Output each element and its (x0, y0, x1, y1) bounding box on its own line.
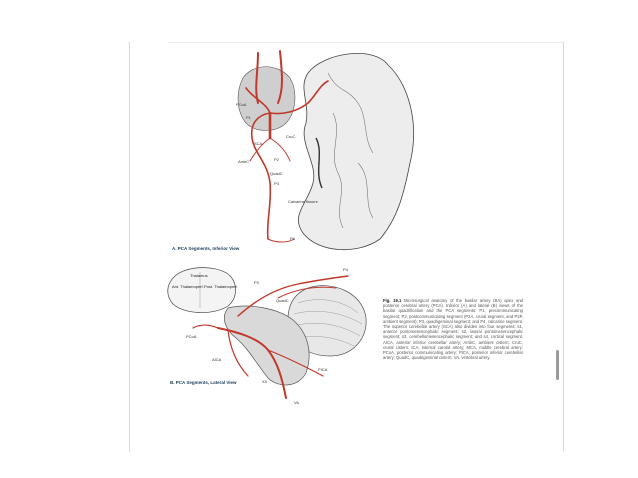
label-crural: CruC (286, 134, 296, 139)
scrollbar-thumb[interactable] (556, 350, 559, 380)
document-page (130, 43, 556, 452)
label-thalamus: Thalamus (190, 273, 208, 278)
label-calcarine: Calcarine fissure (288, 199, 318, 204)
label-p4-b: P4 (343, 267, 348, 272)
label-va: VA (294, 400, 300, 405)
figure-caption (383, 298, 523, 360)
label-quad-b: QuadC (276, 298, 289, 303)
label-pica: PICA (318, 367, 328, 372)
figure-a-illustration (158, 43, 458, 258)
label-p3-b: P3 (254, 280, 259, 285)
caption-text: Microsurgical anatomy of the basilar artery (BA) apex and posterior cerebral artery (PCA). Inferior (A) and lateral (B) views of the basilar quadrification and the PCA segments: P1, precommunicating segment; P2, postcommunicating segment (P2A, crural segment, and P2P, ambient segment); P3, quadrigeminal segment; and P4, calcarine segment. The superior cerebellar artery (SCA) also divides into four segments: s1, anterior pontomesencephalic segment; s2, lateral pontomesencephalic segment; s3, cerebellomesencephalic segment; and s4, cortical segment. AICA, anterior inferior cerebellar artery; AmbC, ambient cistern; CruC, crural cistern; ICA, internal carotid artery; MCA, middle cerebral artery; PCoA, posterior communicating artery; PICA, posterior inferior cerebellar artery; QuadC, quadrigeminal cistern; VA, vertebral artery. (383, 298, 523, 361)
label-p3: P3 (274, 181, 279, 186)
figure-b-title: B. PCA Segments, Lateral View (170, 380, 237, 385)
label-p2: P2 (274, 157, 279, 162)
label-ant-thal: Ant. Thalamoperf. (172, 284, 204, 289)
label-pcoa: PCoA (236, 102, 247, 107)
label-quad: QuadC (270, 171, 283, 176)
figure-a-title: A. PCA Segments, Inferior View (172, 246, 240, 251)
right-page-border (563, 42, 564, 452)
label-sca: SCA (254, 141, 263, 146)
label-p1: P1 (246, 115, 251, 120)
caption-label: Fig. 19.1 (383, 298, 402, 303)
midbrain (238, 67, 295, 131)
label-xii: XII (262, 379, 267, 384)
label-post-thal: Post. Thalamoperf. (204, 284, 238, 289)
label-pcoa-b: PCoA (186, 334, 197, 339)
figure-b-illustration (158, 258, 380, 408)
label-ambiens: AmbC (238, 159, 250, 164)
label-aica: AICA (212, 357, 222, 362)
label-p4: P4 (290, 236, 295, 241)
brain-hemisphere (298, 53, 413, 249)
